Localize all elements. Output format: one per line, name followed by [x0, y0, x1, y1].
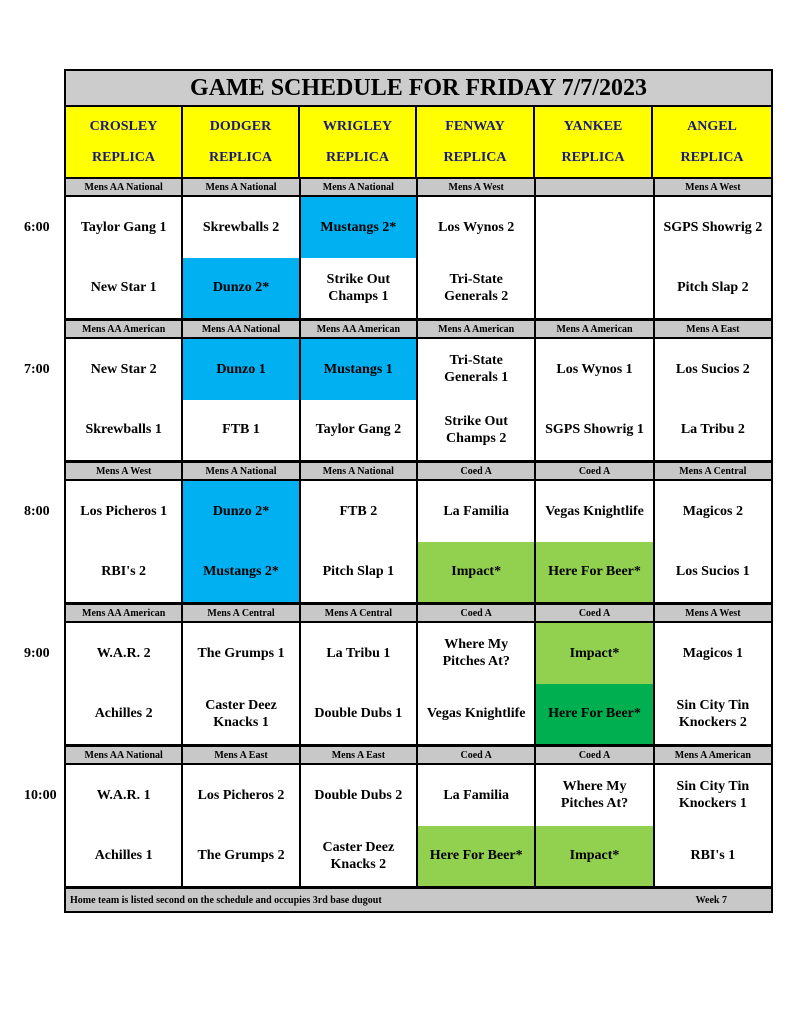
field-header-row	[66, 107, 771, 179]
home-team: Impact*	[418, 542, 534, 603]
division-label: Mens AA National	[183, 321, 300, 337]
home-team: Double Dubs 1	[314, 706, 403, 722]
away-team: La Tribu 1	[326, 645, 391, 661]
field-header-angel	[653, 107, 771, 177]
game-cell	[536, 623, 654, 744]
division-row	[66, 605, 771, 623]
division-label: Mens AA National	[66, 179, 183, 195]
division-label: Mens AA American	[66, 605, 183, 621]
time-slot-row	[66, 197, 771, 321]
away-team: Los Wynos 1	[556, 361, 633, 377]
away-team: Los Picheros 1	[80, 503, 168, 519]
away-team: Double Dubs 2	[314, 787, 403, 803]
game-cell	[536, 481, 654, 602]
away-team: Where My Pitches At?	[442, 637, 510, 670]
home-team: Here For Beer*	[536, 542, 652, 603]
division-label: Coed A	[536, 463, 654, 479]
time-label: 10:00	[24, 788, 57, 803]
week-label: Week 7	[695, 894, 727, 906]
game-cell	[418, 623, 536, 744]
game-cell	[183, 339, 300, 460]
away-team: Taylor Gang 1	[80, 219, 167, 235]
field-subname: REPLICA	[443, 149, 507, 165]
division-label: Coed A	[536, 747, 654, 763]
home-team: The Grumps 2	[197, 848, 285, 864]
footer-note: Home team is listed second on the schedule and occupies 3rd base dugout	[70, 894, 382, 906]
division-row	[66, 321, 771, 339]
away-team: Magicos 1	[682, 645, 743, 661]
away-team: Tri-State Generals 1	[444, 353, 509, 386]
division-label: Mens A West	[66, 463, 183, 479]
field-header-yankee	[535, 107, 653, 177]
game-cell	[418, 481, 536, 602]
division-label: Coed A	[418, 605, 536, 621]
game-cell	[655, 339, 771, 460]
away-team: Los Wynos 2	[438, 219, 515, 235]
game-cell	[418, 339, 536, 460]
game-cell	[301, 481, 418, 602]
division-label: Mens AA National	[66, 747, 183, 763]
away-team: Mustangs 1	[301, 339, 416, 400]
game-cell	[66, 765, 183, 886]
division-label: Mens A West	[418, 179, 536, 195]
field-name: FENWAY	[445, 118, 505, 134]
away-team: Los Sucios 2	[675, 361, 750, 377]
game-cell	[418, 197, 536, 318]
home-team: Here For Beer*	[418, 826, 534, 887]
division-label: Mens A West	[685, 607, 741, 619]
field-subname: REPLICA	[91, 149, 155, 165]
schedule-slots	[66, 179, 771, 889]
home-team	[536, 258, 652, 319]
game-cell	[183, 197, 300, 318]
division-label: Mens A National	[183, 179, 300, 195]
field-name: ANGEL	[687, 118, 737, 134]
away-team: W.A.R. 2	[96, 645, 151, 661]
home-team: Strike Out Champs 1	[326, 271, 391, 304]
field-subname: REPLICA	[680, 149, 744, 165]
field-header-wrigley	[300, 107, 417, 177]
home-team: Achilles 1	[94, 848, 153, 864]
game-cell	[66, 197, 183, 318]
division-row	[66, 463, 771, 481]
away-team	[536, 197, 652, 258]
home-team: Pitch Slap 2	[677, 280, 749, 296]
away-team: New Star 2	[90, 361, 157, 377]
away-team: Dunzo 1	[183, 339, 298, 400]
away-team: Mustangs 2*	[301, 197, 416, 258]
home-team: Skrewballs 1	[85, 422, 162, 438]
home-team: Taylor Gang 2	[315, 422, 402, 438]
home-team: Strike Out Champs 2	[444, 413, 508, 446]
home-team: SGPS Showrig 1	[545, 422, 644, 438]
division-label: Mens A Central	[679, 465, 747, 477]
home-team: Tri-State Generals 2	[444, 271, 509, 304]
away-team: Los Picheros 2	[197, 787, 285, 803]
home-team: La Tribu 2	[680, 422, 745, 438]
home-team: Pitch Slap 1	[322, 564, 395, 580]
field-name: DODGER	[209, 118, 272, 134]
field-name: YANKEE	[563, 118, 623, 134]
field-subname: REPLICA	[561, 149, 625, 165]
division-label: Mens A East	[301, 747, 418, 763]
game-cell	[301, 197, 418, 318]
game-cell	[183, 623, 300, 744]
footer-bar	[66, 889, 771, 911]
division-label	[536, 179, 654, 195]
away-team: FTB 2	[339, 503, 378, 519]
division-label: Mens AA American	[66, 321, 183, 337]
game-cell	[66, 481, 183, 602]
home-team: Sin City Tin Knockers 2	[676, 697, 750, 730]
field-header-crosley	[66, 107, 183, 177]
away-team: Dunzo 2*	[183, 481, 298, 542]
division-row	[66, 747, 771, 765]
time-label: 6:00	[24, 220, 50, 235]
field-header-fenway	[417, 107, 535, 177]
away-team: Magicos 2	[682, 503, 743, 519]
home-team: Caster Deez Knacks 1	[205, 697, 277, 730]
time-label: 8:00	[24, 504, 50, 519]
home-team: RBI's 2	[101, 564, 147, 580]
division-label: Coed A	[536, 605, 654, 621]
home-team: Caster Deez Knacks 2	[322, 839, 395, 872]
time-label: 7:00	[24, 362, 50, 377]
home-team: Dunzo 2*	[183, 258, 298, 319]
away-team: Sin City Tin Knockers 1	[676, 779, 750, 812]
game-cell	[655, 197, 771, 318]
game-cell	[183, 481, 300, 602]
home-team: New Star 1	[90, 280, 157, 296]
division-label: Coed A	[418, 463, 536, 479]
game-cell	[536, 197, 654, 318]
division-label: Mens A National	[301, 463, 418, 479]
division-label: Mens A East	[686, 323, 740, 335]
division-label: Mens A American	[536, 321, 654, 337]
home-team: Vegas Knightlife	[426, 706, 526, 722]
time-slot-row	[66, 339, 771, 463]
away-team: W.A.R. 1	[96, 787, 151, 803]
division-label: Mens A Central	[183, 605, 300, 621]
game-cell	[183, 765, 300, 886]
away-team: The Grumps 1	[197, 645, 285, 661]
page-title: GAME SCHEDULE FOR FRIDAY 7/7/2023	[66, 71, 771, 107]
game-cell	[301, 623, 418, 744]
game-cell	[655, 623, 771, 744]
home-team: FTB 1	[222, 422, 260, 438]
home-team: Los Sucios 1	[675, 564, 750, 580]
time-slot-row	[66, 765, 771, 889]
game-cell	[536, 765, 654, 886]
away-team: La Familia	[443, 787, 510, 803]
game-cell	[655, 481, 771, 602]
home-team: Impact*	[536, 826, 652, 887]
division-label: Mens A National	[301, 179, 418, 195]
time-label: 9:00	[24, 646, 50, 661]
home-team: Mustangs 2*	[183, 542, 298, 603]
field-subname: REPLICA	[208, 149, 272, 165]
division-label: Mens A Central	[301, 605, 418, 621]
away-team: SGPS Showrig 2	[663, 219, 763, 235]
division-label: Mens AA American	[301, 321, 418, 337]
field-header-dodger	[183, 107, 300, 177]
division-label: Mens A East	[183, 747, 300, 763]
division-label: Mens A American	[418, 321, 536, 337]
game-cell	[655, 765, 771, 886]
game-cell	[418, 765, 536, 886]
field-name: CROSLEY	[89, 118, 158, 134]
division-label: Mens A West	[685, 181, 741, 193]
time-slot-row	[66, 623, 771, 747]
schedule-sheet	[64, 69, 773, 913]
game-cell	[301, 765, 418, 886]
division-row	[66, 179, 771, 197]
division-label: Coed A	[418, 747, 536, 763]
time-slot-row	[66, 481, 771, 605]
game-cell	[301, 339, 418, 460]
game-cell	[536, 339, 654, 460]
field-name: WRIGLEY	[322, 118, 393, 134]
division-label: Mens A National	[183, 463, 300, 479]
game-cell	[66, 339, 183, 460]
away-team: Where My Pitches At?	[560, 779, 629, 812]
home-team: Achilles 2	[94, 706, 153, 722]
away-team: La Familia	[443, 503, 510, 519]
home-team: RBI's 1	[690, 848, 736, 864]
home-team: Here For Beer*	[536, 684, 652, 745]
away-team: Impact*	[536, 623, 652, 684]
away-team: Skrewballs 2	[202, 219, 280, 235]
away-team: Vegas Knightlife	[545, 503, 644, 519]
game-cell	[66, 623, 183, 744]
field-subname: REPLICA	[325, 149, 389, 165]
division-label: Mens A American	[674, 749, 751, 761]
